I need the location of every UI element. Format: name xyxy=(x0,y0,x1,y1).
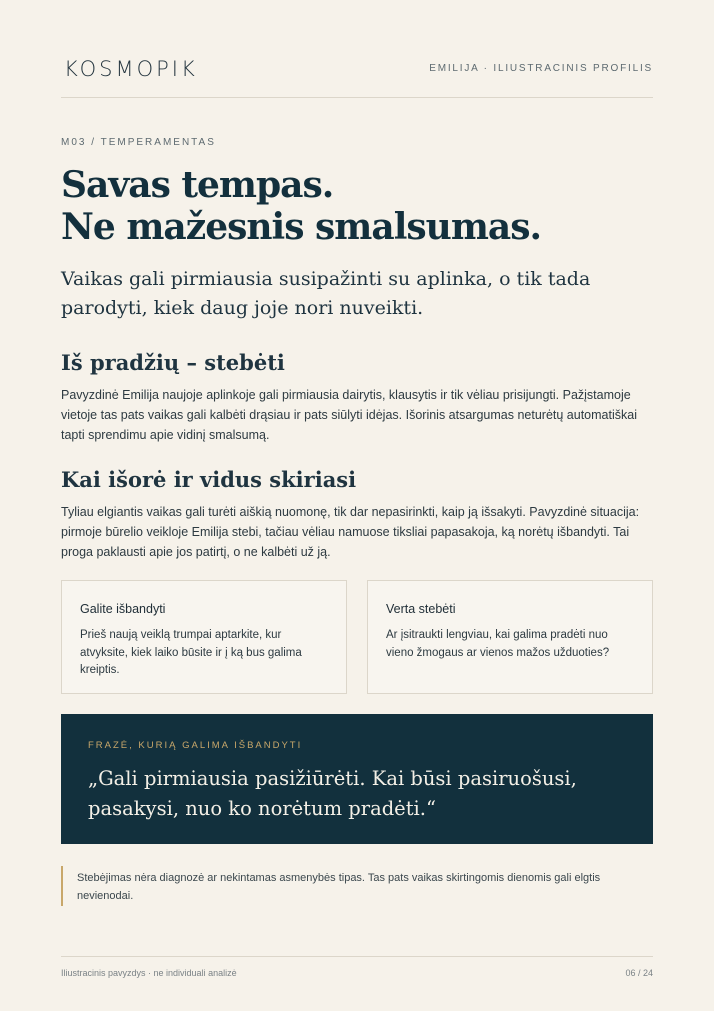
title-line-2: Ne mažesnis smalsumas. xyxy=(61,206,542,248)
card-text: Prieš naują veiklą trumpai aptarkite, kur atvyksite, kiek laiko būsite ir į ką bus galima kreiptis. xyxy=(80,629,302,676)
section-eyebrow: M03 / TEMPERAMENTAS xyxy=(61,137,216,148)
quote-label: FRAZĖ, KURIĄ GALIMA IŠBANDYTI xyxy=(88,740,303,751)
subheading-inner-outer: Kai išorė ir vidus skiriasi xyxy=(61,467,357,492)
page-header xyxy=(61,52,653,98)
tip-card-try xyxy=(61,580,347,694)
tip-card-observe xyxy=(367,580,653,694)
page-title xyxy=(61,164,653,248)
document-page xyxy=(61,0,653,1011)
page-number: 06 / 24 xyxy=(625,968,653,978)
page-footer xyxy=(61,956,653,978)
quote-block xyxy=(61,714,653,844)
brand-logo: KOSMOPIK xyxy=(64,57,198,81)
paragraph-inner-outer: Tyliau elgiantis vaikas gali turėti aiškią nuomonę, tik dar nepasirinkti, kaip ją išsakyti. Pavyzdinė situacija: pirmoje būrelio veikloje Emilija stebi, tačiau vėliau namuose tiksliai papasakoja, ką norėtų išbandyti. Tai proga paklausti apie jos patirtį, o ne kalbėti už ją. xyxy=(61,505,640,559)
lead-paragraph: Vaikas gali pirmiausia susipažinti su aplinka, o tik tada parodyti, kiek daug joje nori nuveikti. xyxy=(61,268,591,319)
footer-disclaimer: Iliustracinis pavyzdys · ne individuali analizė xyxy=(61,968,237,978)
header-meta: EMILIJA · ILIUSTRACINIS PROFILIS xyxy=(429,63,653,74)
card-title: Verta stebėti xyxy=(386,602,456,616)
card-title: Galite išbandyti xyxy=(80,602,166,616)
card-text: Ar įsitraukti lengviau, kai galima pradėti nuo vieno žmogaus ar vienos mažos užduoties? xyxy=(386,629,610,659)
quote-text: „Gali pirmiausia pasižiūrėti. Kai būsi pasiruošusi, pasakysi, nuo ko norėtum pradėti.“ xyxy=(88,767,577,820)
disclaimer-note: Stebėjimas nėra diagnozė ar nekintamas asmenybės tipas. Tas pats vaikas skirtingomis dienomis gali elgtis nevienodai. xyxy=(61,866,621,906)
subheading-observe: Iš pradžių – stebėti xyxy=(61,350,285,375)
title-line-1: Savas tempas. xyxy=(61,164,334,206)
paragraph-observe: Pavyzdinė Emilija naujoje aplinkoje gali pirmiausia dairytis, klausytis ir tik vėliau prisijungti. Pažįstamoje vietoje tas pats vaikas gali kalbėti drąsiau ir pats siūlyti idėjas. Išorinis atsargumas neturėtų automatiškai tapti sprendimu apie vidinį smalsumą. xyxy=(61,388,637,442)
